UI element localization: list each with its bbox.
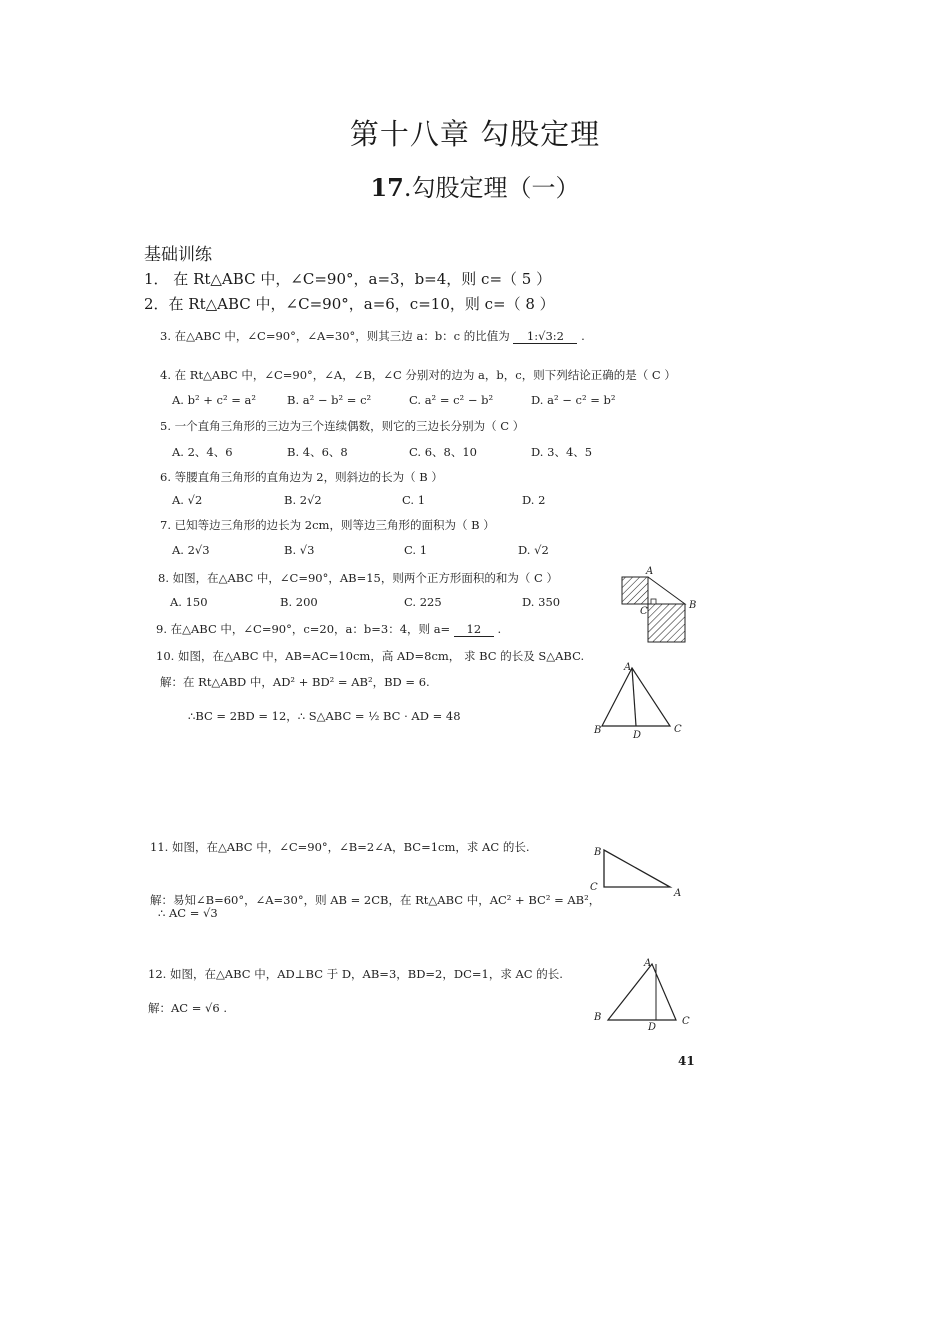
question-9-end: . bbox=[497, 622, 502, 636]
lesson-number: 17 bbox=[370, 173, 404, 202]
triangle-abc bbox=[608, 964, 676, 1020]
question-3-text: 3. 在△ABC 中，∠C=90°，∠A=30°，则其三边 a：b：c 的比值为 bbox=[160, 329, 510, 343]
option-c: C. 6、8、10 bbox=[409, 445, 477, 459]
label-c: C bbox=[682, 1016, 690, 1027]
question-3-answer: 1:√3:2 bbox=[513, 329, 577, 344]
question-11-solution-2: ∴ AC = √3 bbox=[158, 906, 218, 920]
question-7: 7. 已知等边三角形的边长为 2cm，则等边三角形的面积为（ B ） bbox=[160, 518, 495, 532]
option-b: B. a² − b² = c² bbox=[287, 393, 372, 407]
option-b: B. 200 bbox=[280, 595, 318, 609]
question-8: 8. 如图，在△ABC 中，∠C=90°，AB=15，则两个正方形面积的和为（ C ） bbox=[158, 571, 558, 585]
question-1: 1． 在 Rt△ABC 中，∠C=90°，a=3，b=4，则 c=（ 5 ） bbox=[144, 270, 552, 288]
option-b: B. 2√2 bbox=[284, 493, 322, 507]
question-9 bbox=[156, 621, 501, 637]
option-a: A. √2 bbox=[172, 493, 203, 507]
square-on-bc bbox=[648, 604, 685, 642]
question-6-options bbox=[172, 493, 545, 507]
altitude-ad bbox=[632, 668, 636, 726]
question-2: 2．在 Rt△ABC 中，∠C=90°，a=6，c=10，则 c=（ 8 ） bbox=[144, 295, 555, 313]
figure-q12-triangle bbox=[590, 954, 694, 1036]
label-b: B bbox=[689, 600, 697, 611]
triangle-abc bbox=[604, 850, 670, 887]
figure-q8-squares bbox=[612, 562, 704, 652]
option-c: C. 225 bbox=[404, 595, 442, 609]
option-d: D. a² − c² = b² bbox=[531, 393, 616, 407]
question-10: 10. 如图，在△ABC 中，AB=AC=10cm，高 AD=8cm， 求 BC 的长及 S△ABC. bbox=[156, 649, 585, 663]
lesson-sep: . bbox=[403, 174, 412, 202]
question-4: 4. 在 Rt△ABC 中，∠C=90°，∠A，∠B，∠C 分别对的边为 a，b，c，则下列结论正确的是（ C ） bbox=[160, 368, 676, 382]
label-c: C bbox=[640, 606, 648, 617]
question-12-solution-1: 解：AC = √6 . bbox=[148, 1001, 228, 1015]
label-a: A bbox=[624, 662, 632, 673]
label-a: A bbox=[674, 888, 682, 898]
question-5-options bbox=[172, 444, 592, 460]
question-6: 6. 等腰直角三角形的直角边为 2，则斜边的长为（ B ） bbox=[160, 470, 443, 484]
question-11: 11. 如图，在△ABC 中，∠C=90°，∠B=2∠A，BC=1cm，求 AC 的长. bbox=[150, 840, 530, 854]
option-d: D. √2 bbox=[518, 543, 549, 557]
question-7-options bbox=[172, 543, 549, 557]
lesson-name: 勾股定理（一） bbox=[411, 174, 580, 202]
label-c: C bbox=[590, 882, 598, 893]
square-on-ac bbox=[622, 577, 648, 604]
label-d: D bbox=[648, 1022, 657, 1033]
question-3 bbox=[160, 328, 585, 344]
question-8-options bbox=[170, 595, 560, 609]
page-number: 41 bbox=[678, 1054, 695, 1068]
option-a: A. b² + c² = a² bbox=[172, 393, 256, 407]
right-angle-mark bbox=[651, 599, 656, 604]
option-c: C. 1 bbox=[402, 493, 426, 507]
section-heading: 基础训练 bbox=[144, 245, 212, 265]
option-c: C. a² = c² − b² bbox=[409, 393, 494, 407]
question-12: 12. 如图，在△ABC 中，AD⊥BC 于 D，AB=3，BD=2，DC=1，求 AC 的长. bbox=[148, 967, 563, 981]
option-a: A. 2、4、6 bbox=[172, 445, 233, 459]
question-3-end: . bbox=[581, 329, 585, 343]
chapter-title: 第十八章 勾股定理 bbox=[349, 117, 601, 151]
option-c: C. 1 bbox=[404, 543, 428, 557]
label-c: C bbox=[674, 724, 682, 735]
question-11-solution-1: 解：易知∠B=60°，∠A=30°，则 AB = 2CB，在 Rt△ABC 中，AC² + BC² = AB²， bbox=[150, 893, 601, 907]
option-d: D. 350 bbox=[522, 595, 561, 609]
label-a: A bbox=[646, 566, 654, 577]
question-4-options bbox=[172, 393, 616, 407]
option-a: A. 2√3 bbox=[172, 543, 210, 557]
question-10-solution-2: ∴BC = 2BD = 12，∴ S△ABC = ½ BC · AD = 48 bbox=[188, 709, 461, 723]
label-b: B bbox=[594, 847, 602, 858]
label-d: D bbox=[633, 730, 642, 741]
question-10-solution-1: 解：在 Rt△ABD 中，AD² + BD² = AB²，BD = 6. bbox=[160, 675, 430, 689]
option-b: B. 4、6、8 bbox=[287, 445, 348, 459]
option-b: B. √3 bbox=[284, 543, 315, 557]
option-d: D. 2 bbox=[522, 493, 546, 507]
question-5: 5. 一个直角三角形的三边为三个连续偶数，则它的三边长分别为（ C ） bbox=[160, 419, 525, 433]
figure-q10-isosceles-triangle bbox=[590, 660, 690, 742]
option-d: D. 3、4、5 bbox=[531, 445, 593, 459]
label-b: B bbox=[594, 725, 602, 736]
question-9-answer: 12 bbox=[454, 622, 494, 637]
label-a: A bbox=[644, 958, 652, 969]
label-b: B bbox=[594, 1012, 602, 1023]
option-a: A. 150 bbox=[170, 595, 208, 609]
lesson-title bbox=[0, 168, 950, 203]
question-9-text: 9. 在△ABC 中，∠C=90°，c=20，a：b=3：4，则 a= bbox=[156, 622, 451, 636]
figure-q11-right-triangle bbox=[586, 842, 686, 898]
